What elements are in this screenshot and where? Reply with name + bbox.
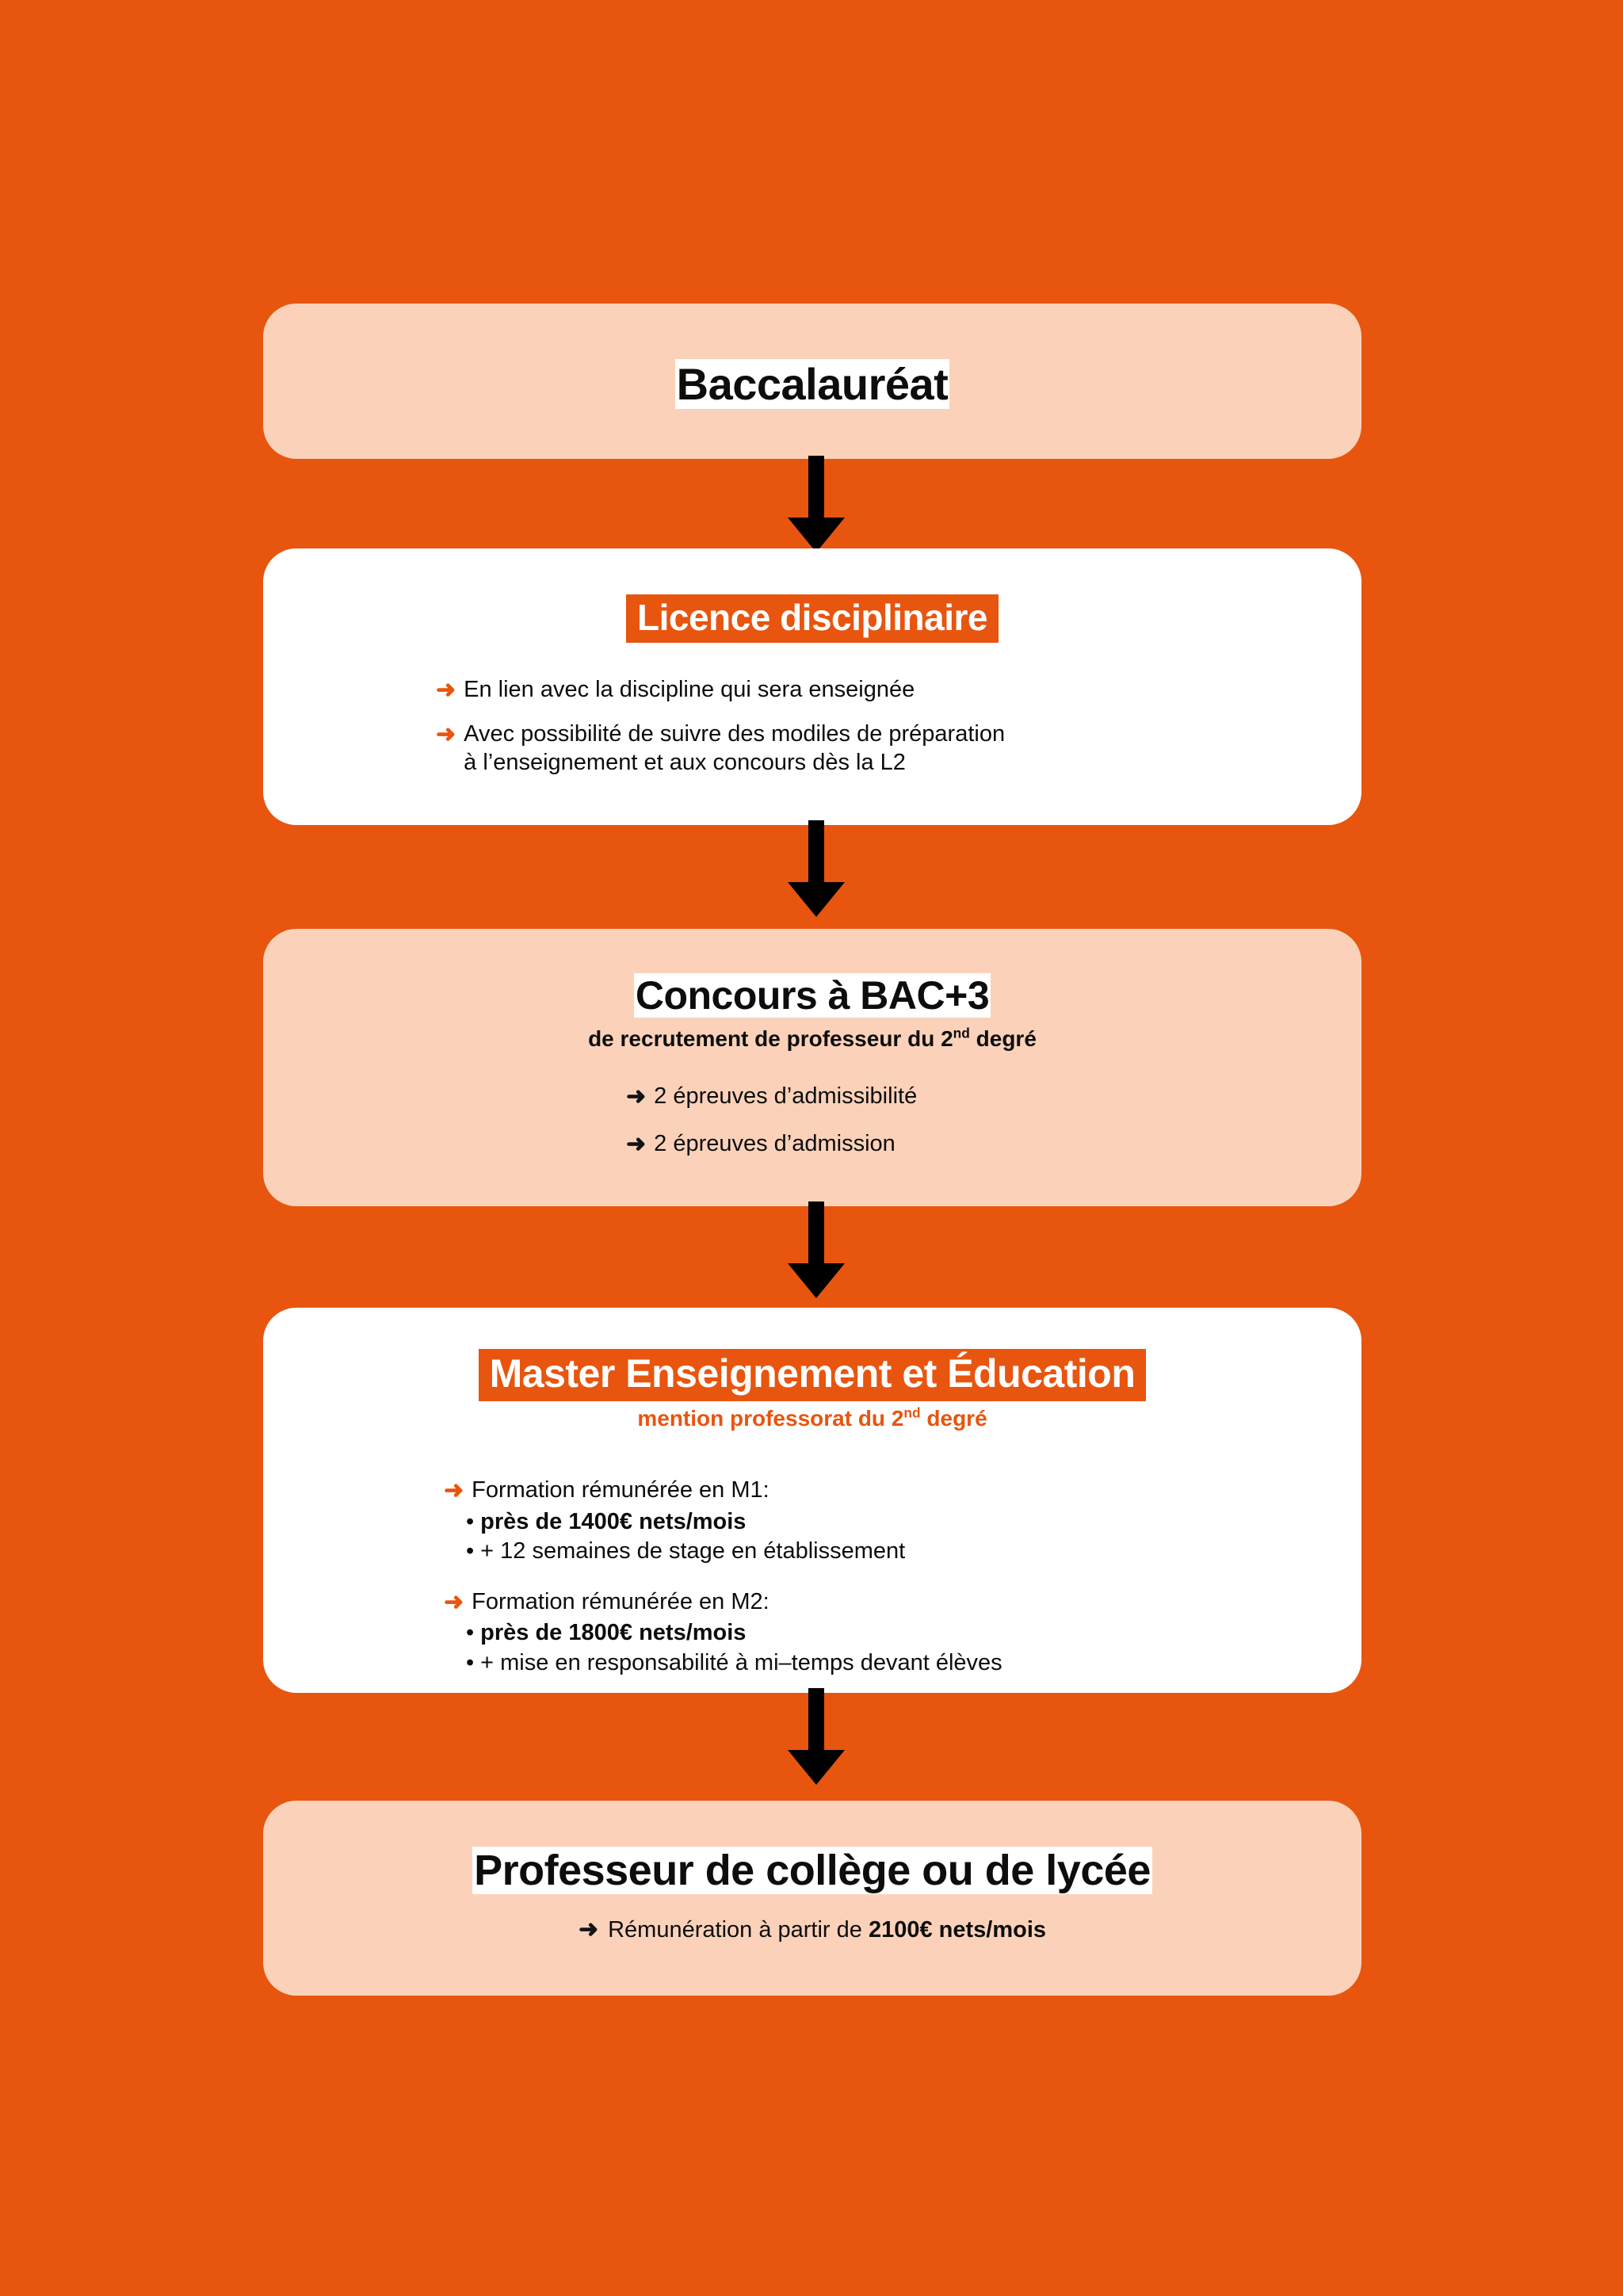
step-card-professeur [263,1801,1361,1996]
step-title-baccalaureat-text: Baccalauréat [676,359,949,409]
step-subtitle-master-pre: mention professorat du 2 [637,1406,904,1431]
sub-list-item [466,1618,1268,1648]
connector-arrow-2 [808,820,824,893]
step-subtitle-concours [263,1026,1361,1052]
step-subtitle-concours-pre: de recrutement de professeur du 2 [588,1026,953,1051]
arrow-right-icon: ➜ [626,1130,647,1157]
list-item-label: 2 épreuves d’admission [654,1130,896,1156]
list-item-label [608,1917,1046,1943]
step-title-licence-text: Licence disciplinaire [626,594,999,643]
connector-arrow-4 [808,1688,824,1761]
list-item [626,1129,1228,1159]
arrow-head-icon [788,882,845,917]
list-item-line-1: Avec possibilité de suivre des modiles de préparation [464,720,1006,747]
connector-arrow-1 [808,456,824,529]
list-item [436,675,1276,705]
list-item-label-amount: 2100€ nets/mois [868,1917,1047,1943]
step-title-professeur [263,1846,1361,1895]
arrow-right-icon: ➜ [444,1477,464,1503]
list-group-m2 [444,1587,1268,1679]
bullet-dot-icon: • [466,1508,475,1534]
step-subtitle-concours-post: degré [969,1026,1037,1051]
arrow-head-icon [788,1750,845,1785]
arrow-head-icon [788,1263,845,1298]
arrow-right-icon: ➜ [436,677,456,703]
master-item-list [444,1476,1268,1679]
arrow-right-icon: ➜ [436,720,456,747]
step-subtitle-master-sup: nd [903,1404,921,1421]
list-item-label: 2 épreuves d’admissibilité [654,1083,918,1109]
step-card-concours [263,929,1361,1206]
bullet-dot-icon: • [466,1650,475,1676]
list-item [444,1587,1268,1618]
step-title-master-text: Master Enseignement et Éducation [479,1349,1147,1401]
list-item-label: Formation rémunérée en M2: [472,1588,769,1614]
sub-list-item-label: + 12 semaines de stage en établissement [480,1538,906,1564]
step-title-concours [263,972,1361,1018]
sub-item-list [466,1618,1268,1678]
step-title-concours-text: Concours à BAC+3 [635,973,990,1018]
step-subtitle-master [263,1406,1361,1431]
arrow-right-icon: ➜ [444,1588,464,1615]
list-item-label: En lien avec la discipline qui sera enseignée [464,677,915,702]
step-subtitle-concours-sup: nd [953,1025,970,1041]
arrow-right-icon: ➜ [578,1916,599,1943]
step-title-licence [263,594,1361,643]
list-group-m1 [444,1476,1268,1567]
licence-item-list [436,675,1276,777]
step-title-professeur-text: Professeur de collège ou de lycée [474,1847,1151,1894]
sub-list-item-label: près de 1800€ nets/mois [480,1620,747,1646]
list-item [626,1082,1228,1112]
bullet-dot-icon: • [466,1538,475,1564]
list-item [436,720,1276,777]
step-subtitle-master-post: degré [920,1406,987,1431]
sub-list-item-label: près de 1400€ nets/mois [480,1508,747,1534]
sub-list-item [466,1648,1268,1679]
connector-arrow-3 [808,1201,824,1274]
list-item-label-pre: Rémunération à partir de [608,1917,869,1943]
concours-item-list [626,1082,1228,1159]
step-title-master [263,1349,1361,1401]
list-item-label [464,720,1005,777]
professeur-item-list [263,1915,1361,1945]
arrow-head-icon [788,518,845,552]
bullet-dot-icon: • [466,1620,475,1646]
sub-item-list [466,1507,1268,1567]
sub-list-item-label: + mise en responsabilité à mi–temps devant élèves [480,1650,1002,1676]
arrow-right-icon: ➜ [626,1083,647,1110]
list-item-label: Formation rémunérée en M1: [472,1477,769,1503]
list-item-line-2: à l’enseignement et aux concours dès la L2 [464,749,906,775]
list-item [444,1476,1268,1506]
step-title-baccalaureat [263,358,1361,410]
sub-list-item [466,1507,1268,1538]
sub-list-item [466,1537,1268,1567]
